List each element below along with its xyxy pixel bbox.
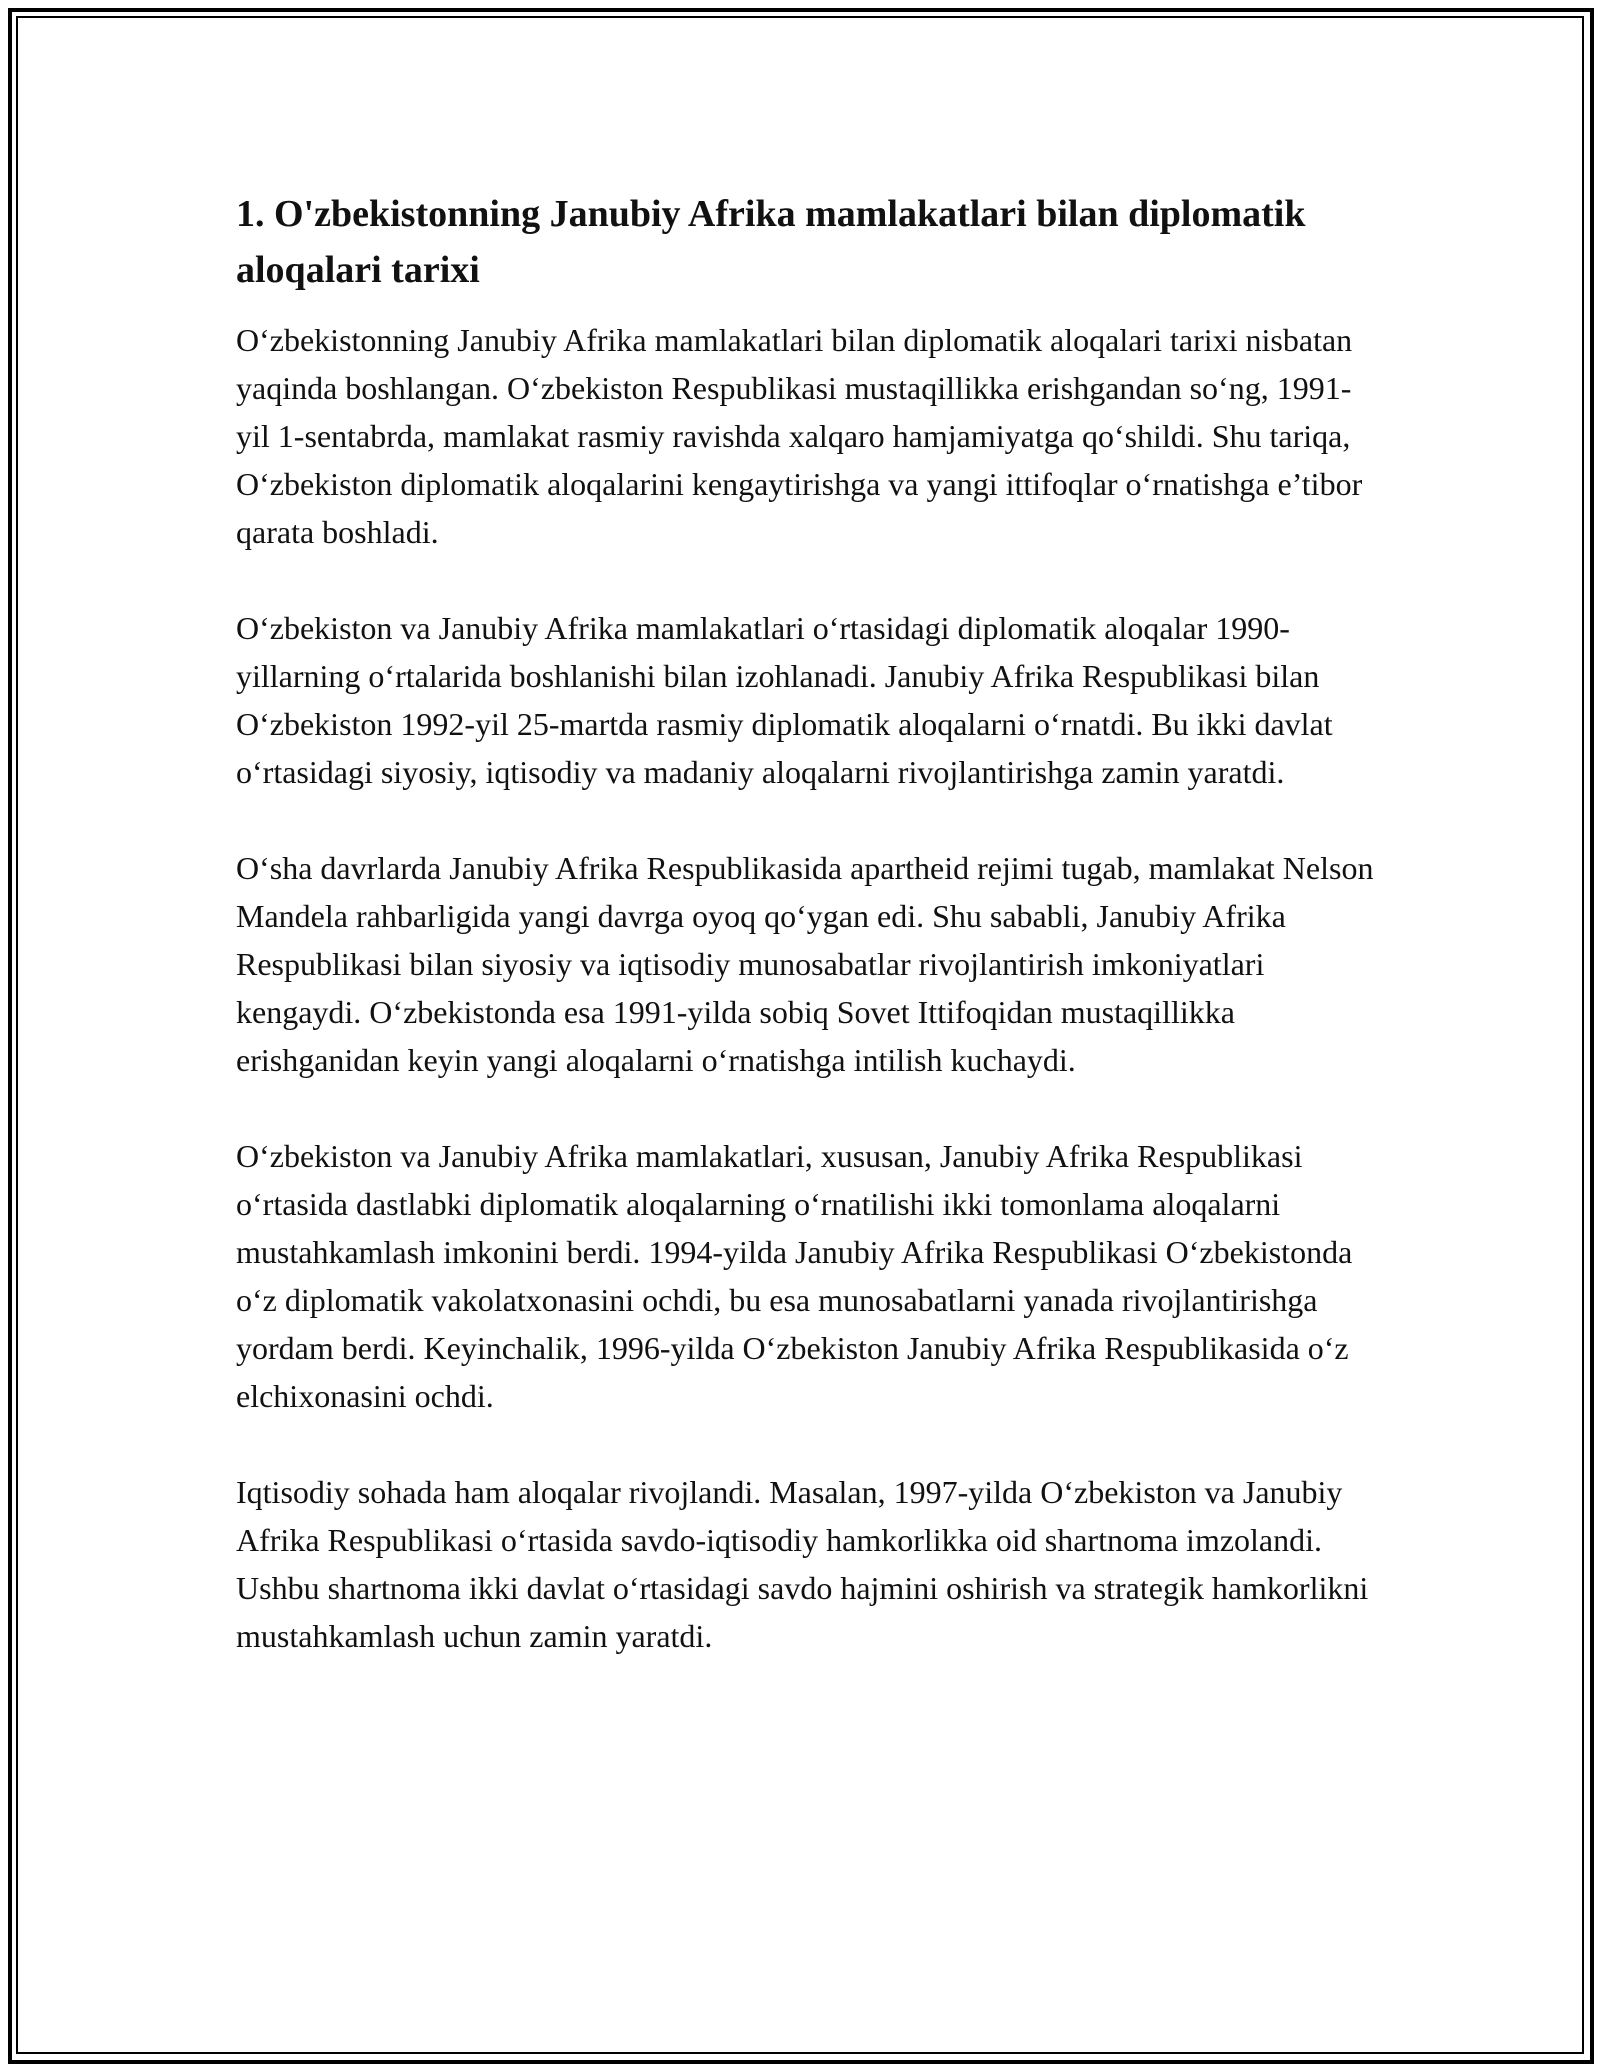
paragraph-3: O‘sha davrlarda Janubiy Afrika Respublikasida apartheid rejimi tugab, mamlakat Nelson Mandela rahbarligida yangi davrga oyoq qo‘ygan edi. Shu sababli, Janubiy Afrika Respublikasi bilan siyosiy va iqtisodiy munosabatlar rivojlantirish imkoniyatlari kengaydi. O‘zbekistonda esa 1991-yilda sobiq Sovet Ittifoqidan mustaqillikka erishganidan keyin yangi aloqalarni o‘rnatishga intilish kuchaydi.: [236, 850, 1374, 1078]
paragraph-4: O‘zbekiston va Janubiy Afrika mamlakatlari, xususan, Janubiy Afrika Respublikasi o‘rtasida dastlabki diplomatik aloqalarning o‘rnatilishi ikki tomonlama aloqalarni mustahkamlash imkonini berdi. 1994-yilda Janubiy Afrika Respublikasi O‘zbekistonda o‘z diplomatik vakolatxonasini ochdi, bu esa munosabatlarni yanada rivojlantirishga yordam berdi. Keyinchalik, 1996-yilda O‘zbekiston Janubiy Afrika Respublikasida o‘z elchixonasini ochdi.: [236, 1138, 1353, 1414]
page-content: [236, 186, 1376, 1708]
section-heading: 1. O'zbekistonning Janubiy Afrika mamlakatlari bilan diplomatik aloqalari tarixi: [236, 193, 1306, 291]
paragraph-1: O‘zbekistonning Janubiy Afrika mamlakatlari bilan diplomatik aloqalari tarixi nisbatan yaqinda boshlangan. O‘zbekiston Respublikasi mustaqillikka erishgandan so‘ng, 1991-yil 1-sentabrda, mamlakat rasmiy ravishda xalqaro hamjamiyatga qo‘shildi. Shu tariqa, O‘zbekiston diplomatik aloqalarini kengaytirishga va yangi ittifoqlar o‘rnatishga e’tibor qarata boshladi.: [236, 322, 1363, 550]
paragraph-5: Iqtisodiy sohada ham aloqalar rivojlandi. Masalan, 1997-yilda O‘zbekiston va Janubiy Afrika Respublikasi o‘rtasida savdo-iqtisodiy hamkorlikka oid shartnoma imzolandi. Ushbu shartnoma ikki davlat o‘rtasidagi savdo hajmini oshirish va strategik hamkorlikni mustahkamlash uchun zamin yaratdi.: [236, 1474, 1369, 1654]
paragraph-2: O‘zbekiston va Janubiy Afrika mamlakatlari o‘rtasidagi diplomatik aloqalar 1990-yillarning o‘rtalarida boshlanishi bilan izohlanadi. Janubiy Afrika Respublikasi bilan O‘zbekiston 1992-yil 25-martda rasmiy diplomatik aloqalarni o‘rnatdi. Bu ikki davlat o‘rtasidagi siyosiy, iqtisodiy va madaniy aloqalarni rivojlantirishga zamin yaratdi.: [236, 610, 1333, 790]
